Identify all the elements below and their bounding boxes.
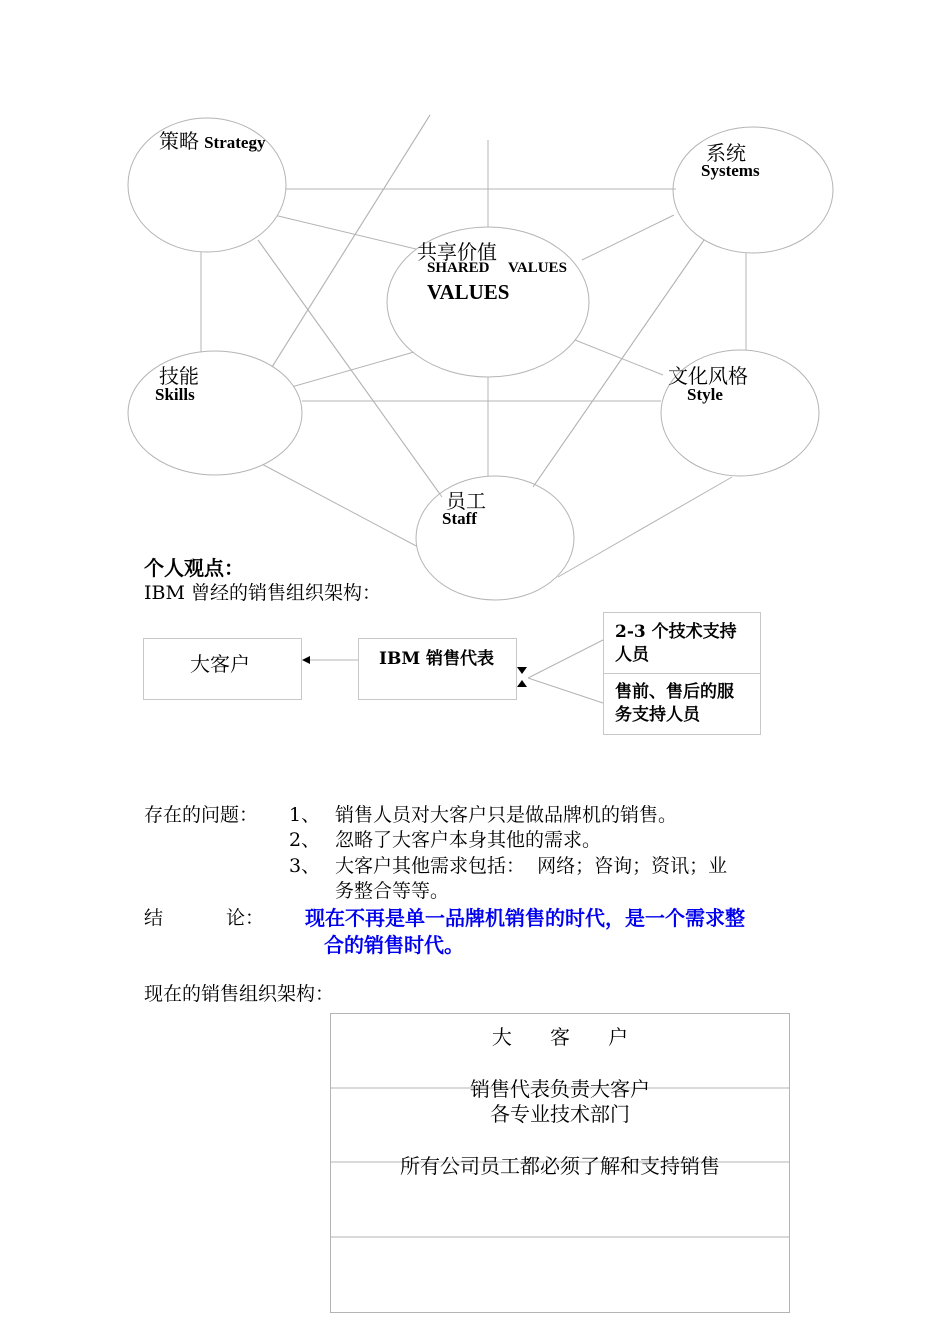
- shared-values-cn: 共享价值: [417, 240, 497, 264]
- big-customer-label: 大客户: [190, 652, 250, 676]
- problem-1-num: 1、: [289, 804, 321, 826]
- skills-cn: 技能: [159, 364, 199, 388]
- connector-line: [558, 477, 732, 577]
- systems-ellipse: [673, 127, 833, 253]
- problem-2-num: 2、: [289, 829, 321, 851]
- staff-en: Staff: [442, 509, 477, 528]
- problem-1-text: 销售人员对大客户只是做品牌机的销售。: [335, 804, 678, 826]
- conclusion-label-b: 论：: [226, 907, 265, 929]
- strategy-cn: 策略: [159, 129, 199, 153]
- conclusion-label-a: 结: [144, 907, 164, 929]
- current-row-tech: 各专业技术部门: [490, 1102, 630, 1126]
- problem-3-text: 大客户其他需求包括： 网络；咨询；资讯；业: [335, 855, 728, 877]
- staff-cn: 员工: [446, 489, 486, 513]
- shared-values-en-large: VALUES: [427, 280, 510, 304]
- service-support-line1: 售前、售后的服: [615, 682, 734, 702]
- tech-support-box: [603, 612, 761, 674]
- strategy-en: Strategy: [204, 133, 266, 152]
- ibm-rep-label: IBM 销售代表: [379, 649, 495, 669]
- tech-support-line1: 2-3 个技术支持: [615, 622, 737, 642]
- opinion-heading: 个人观点：: [144, 556, 244, 580]
- connector-line: [274, 215, 420, 250]
- current-row-customer: 大 客 户: [491, 1025, 629, 1049]
- current-heading: 现在的销售组织架构：: [144, 983, 335, 1005]
- systems-cn: 系统: [706, 141, 746, 165]
- strategy-label: [159, 125, 265, 154]
- style-cn: 文化风格: [668, 364, 748, 388]
- connector-line: [258, 462, 420, 548]
- connector-line: [582, 215, 674, 260]
- problem-3-num: 3、: [289, 855, 321, 877]
- service-support-box: [603, 673, 761, 735]
- systems-en: Systems: [701, 161, 760, 180]
- ibm-rep-box: [358, 638, 517, 700]
- shared-values-en-small: SHARED VALUES: [427, 260, 567, 276]
- ibm-former-heading: IBM 曾经的销售组织架构：: [144, 582, 381, 604]
- big-customer-box: [143, 638, 302, 700]
- skills-en: Skills: [155, 385, 195, 404]
- tech-support-line2: 人员: [615, 645, 649, 665]
- connector-line: [575, 340, 663, 375]
- skills-ellipse: [128, 351, 302, 475]
- conclusion-line1: 现在不再是单一品牌机销售的时代，是一个需求整: [305, 906, 745, 930]
- problem-2-text: 忽略了大客户本身其他的需求。: [335, 829, 602, 851]
- service-support-line2: 务支持人员: [615, 705, 700, 725]
- problems-label: 存在的问题：: [144, 804, 259, 826]
- style-en: Style: [687, 385, 723, 404]
- current-row-staff: 所有公司员工都必须了解和支持销售: [400, 1154, 720, 1178]
- problem-3-cont: 务整合等等。: [335, 880, 450, 902]
- current-row-rep: 销售代表负责大客户: [470, 1077, 650, 1101]
- conclusion-line2: 合的销售时代。: [324, 933, 464, 957]
